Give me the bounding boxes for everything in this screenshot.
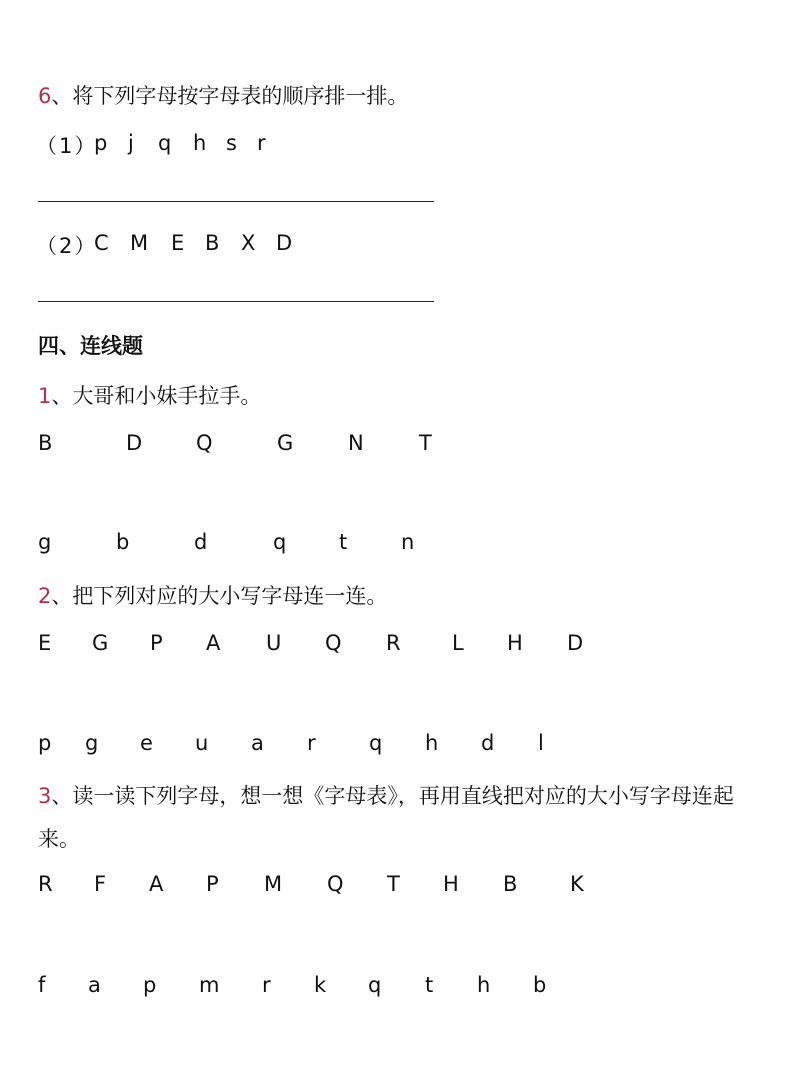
uppercase-letter[interactable]: E — [38, 631, 52, 655]
uppercase-letter[interactable]: P — [206, 872, 219, 896]
matching-2-lowercase-row — [0, 731, 800, 761]
matching-3-uppercase-row — [0, 872, 800, 902]
uppercase-letter[interactable]: D — [126, 431, 143, 455]
uppercase-letter[interactable]: Q — [327, 872, 344, 896]
matching-1-uppercase-row — [0, 431, 800, 461]
uppercase-letter[interactable]: A — [206, 631, 221, 655]
part-2-label: （2） — [36, 234, 98, 258]
question-text: 、大哥和小妹手拉手。 — [51, 384, 262, 408]
letter: E — [171, 231, 185, 255]
matching-3-title-continued: 来。 — [38, 827, 80, 851]
letter: s — [226, 131, 237, 155]
lowercase-letter[interactable]: q — [368, 973, 382, 997]
lowercase-letter[interactable]: p — [143, 973, 157, 997]
lowercase-letter[interactable]: u — [195, 731, 209, 755]
lowercase-letter[interactable]: d — [481, 731, 495, 755]
uppercase-letter[interactable]: R — [38, 872, 53, 896]
uppercase-letter[interactable]: B — [503, 872, 518, 896]
part-1-label: （1） — [36, 134, 98, 158]
lowercase-letter[interactable]: q — [369, 731, 383, 755]
uppercase-letter[interactable]: P — [150, 631, 163, 655]
uppercase-letter[interactable]: U — [266, 631, 282, 655]
lowercase-letter[interactable]: n — [401, 530, 415, 554]
question-text: 、读一读下列字母，想一想《字母表》，再用直线把对应的大小写字母连起 — [51, 784, 734, 808]
uppercase-letter[interactable]: N — [348, 431, 364, 455]
lowercase-letter[interactable]: p — [38, 731, 52, 755]
uppercase-letter[interactable]: L — [452, 631, 464, 655]
letter: B — [205, 231, 220, 255]
uppercase-letter[interactable]: T — [387, 872, 400, 896]
uppercase-letter[interactable]: Q — [325, 631, 342, 655]
question-number: 1 — [38, 384, 52, 408]
uppercase-letter[interactable]: B — [38, 431, 53, 455]
uppercase-letter[interactable]: R — [386, 631, 401, 655]
lowercase-letter[interactable]: m — [199, 973, 220, 997]
uppercase-letter[interactable]: F — [94, 872, 107, 896]
uppercase-letter[interactable]: D — [567, 631, 584, 655]
lowercase-letter[interactable]: f — [38, 973, 46, 997]
uppercase-letter[interactable]: T — [419, 431, 432, 455]
letter: C — [94, 231, 109, 255]
question-number: 2 — [38, 584, 52, 608]
uppercase-letter[interactable]: H — [507, 631, 523, 655]
lowercase-letter[interactable]: t — [425, 973, 434, 997]
lowercase-letter[interactable]: r — [307, 731, 316, 755]
part-2-letters — [0, 231, 800, 261]
lowercase-letter[interactable]: a — [251, 731, 264, 755]
section-title: 四、连线题 — [38, 334, 143, 358]
letter: p — [94, 131, 108, 155]
lowercase-letter[interactable]: r — [262, 973, 271, 997]
lowercase-letter[interactable]: b — [533, 973, 547, 997]
lowercase-letter[interactable]: e — [140, 731, 153, 755]
letter: r — [257, 131, 266, 155]
answer-line-2[interactable] — [38, 301, 434, 302]
question-text: 、将下列字母按字母表的顺序排一排。 — [51, 84, 409, 108]
matching-1-title — [38, 380, 261, 410]
lowercase-letter[interactable]: g — [85, 731, 99, 755]
uppercase-letter[interactable]: G — [277, 431, 294, 455]
lowercase-letter[interactable]: t — [339, 530, 348, 554]
lowercase-letter[interactable]: h — [477, 973, 491, 997]
matching-3-title — [38, 780, 734, 810]
lowercase-letter[interactable]: q — [273, 530, 287, 554]
part-1-letters — [0, 131, 800, 161]
letter: X — [241, 231, 256, 255]
lowercase-letter[interactable]: h — [425, 731, 439, 755]
lowercase-letter[interactable]: l — [538, 731, 544, 755]
lowercase-letter[interactable]: a — [88, 973, 101, 997]
uppercase-letter[interactable]: A — [149, 872, 164, 896]
letter: h — [193, 131, 207, 155]
uppercase-letter[interactable]: Q — [196, 431, 213, 455]
matching-2-uppercase-row — [0, 631, 800, 661]
letter: M — [130, 231, 149, 255]
lowercase-letter[interactable]: d — [194, 530, 208, 554]
question-text: 、把下列对应的大小写字母连一连。 — [51, 584, 388, 608]
answer-line-1[interactable] — [38, 201, 434, 202]
matching-3-lowercase-row — [0, 973, 800, 1003]
uppercase-letter[interactable]: G — [92, 631, 109, 655]
letter: D — [276, 231, 293, 255]
question-number: 6 — [38, 84, 52, 108]
lowercase-letter[interactable]: b — [116, 530, 130, 554]
lowercase-letter[interactable]: g — [38, 530, 52, 554]
question-6-title — [38, 80, 408, 110]
matching-2-title — [38, 580, 387, 610]
question-number: 3 — [38, 784, 52, 808]
uppercase-letter[interactable]: H — [443, 872, 459, 896]
letter: j — [128, 131, 134, 155]
matching-1-lowercase-row — [0, 530, 800, 560]
uppercase-letter[interactable]: K — [570, 872, 584, 896]
lowercase-letter[interactable]: k — [314, 973, 327, 997]
letter: q — [158, 131, 172, 155]
uppercase-letter[interactable]: M — [264, 872, 283, 896]
